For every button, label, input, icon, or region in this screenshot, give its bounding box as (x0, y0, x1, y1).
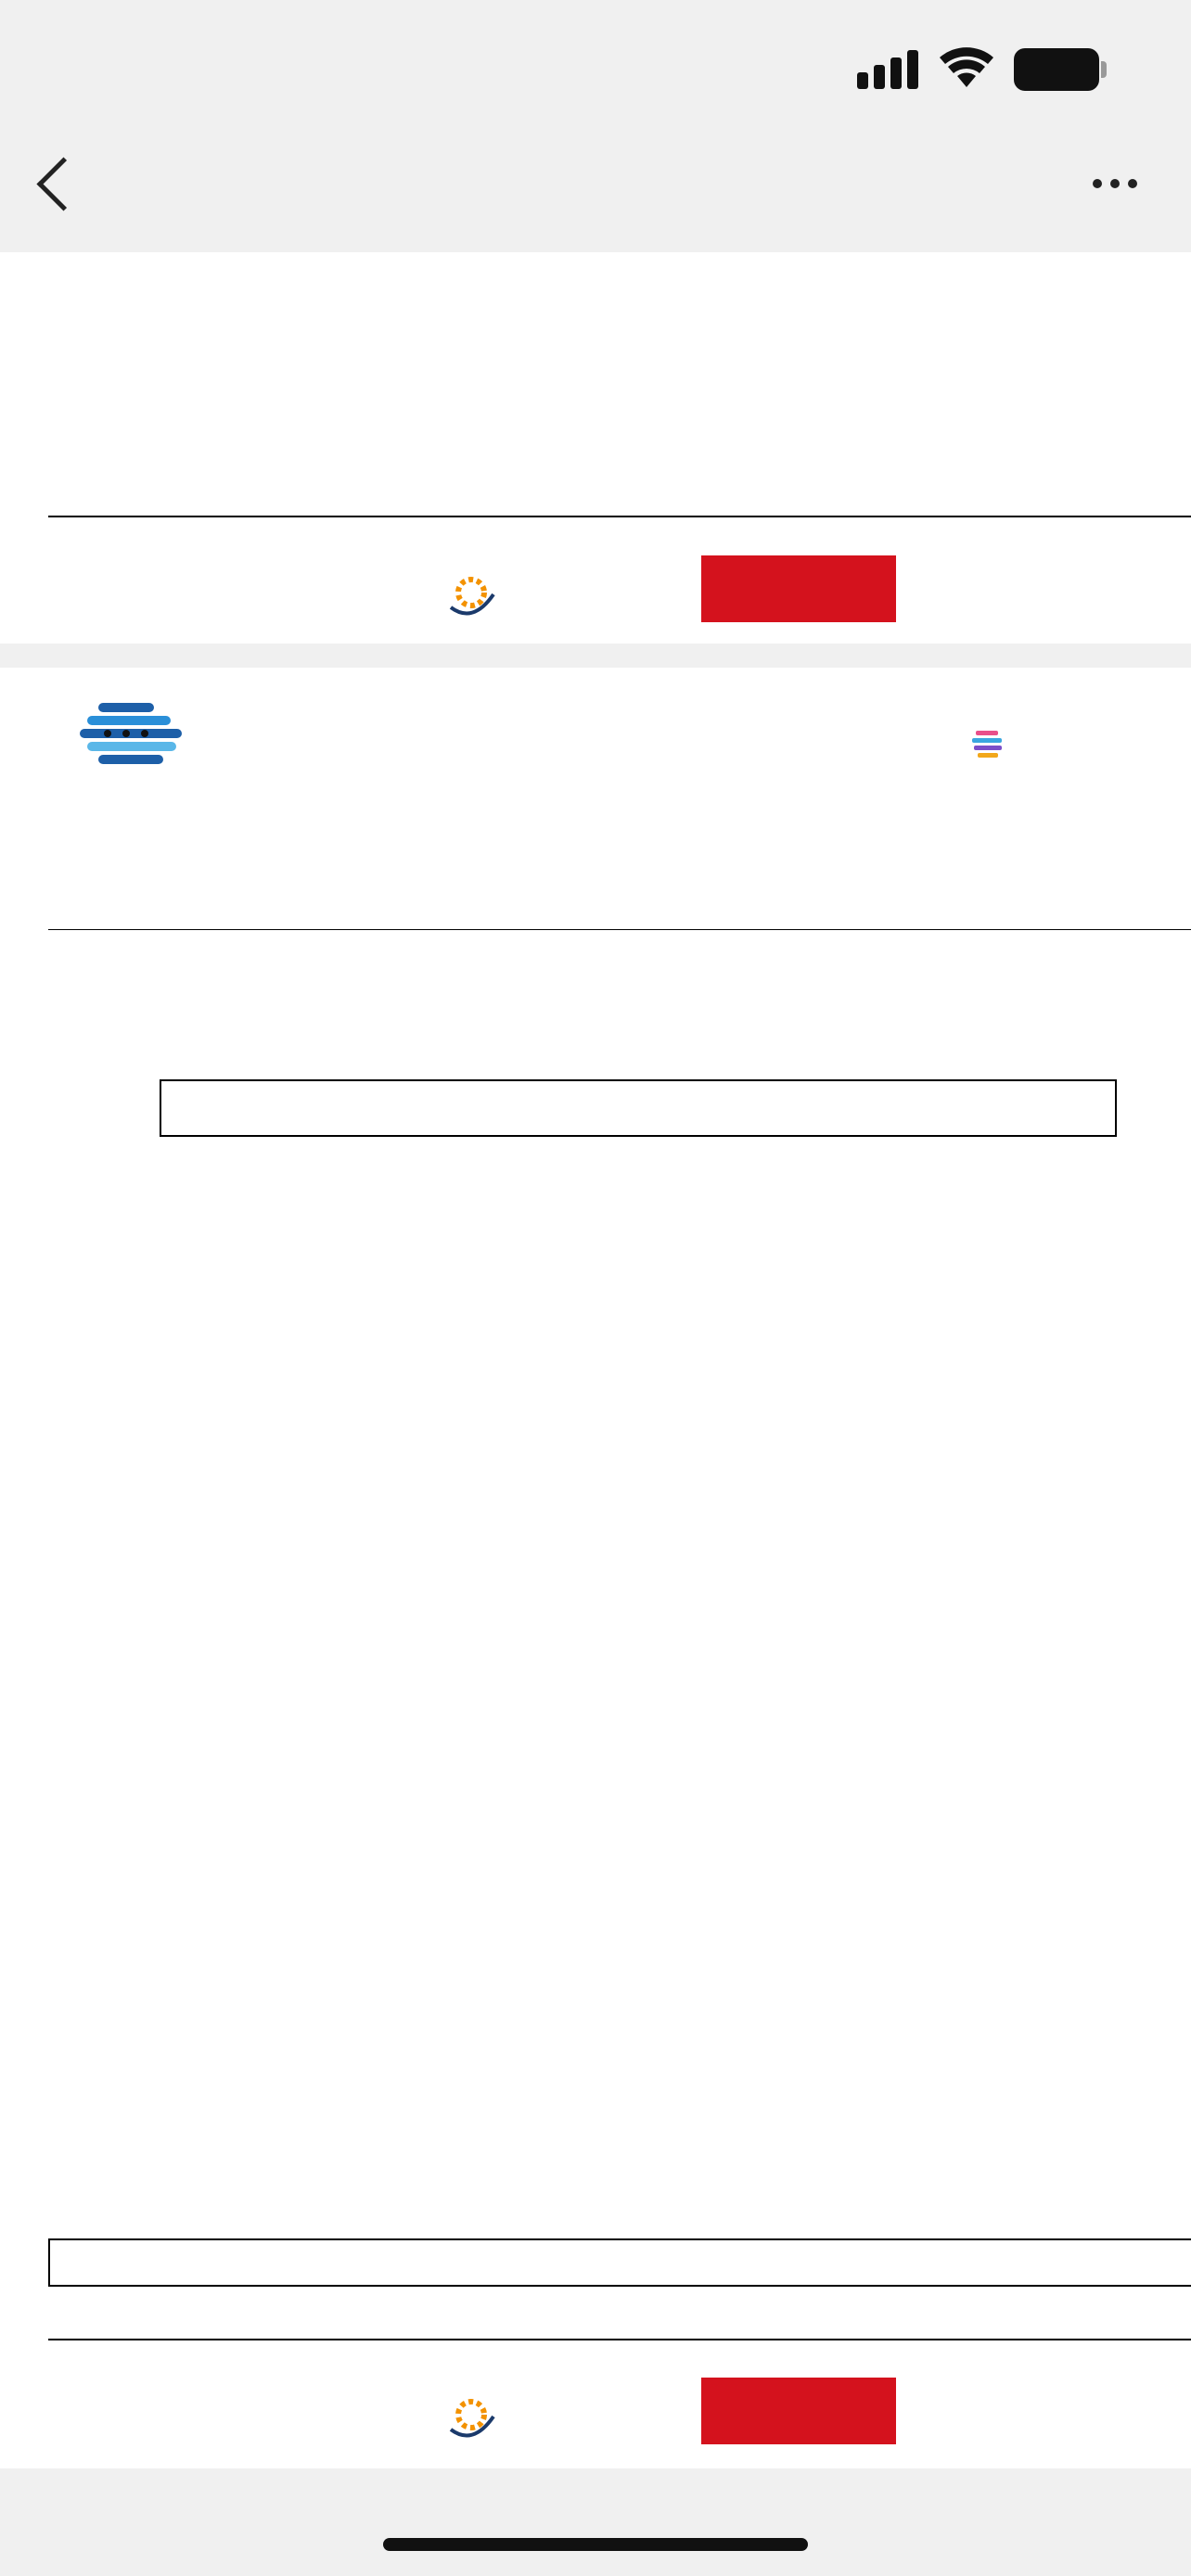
results-page (0, 668, 1191, 2468)
battery-tip (1101, 61, 1107, 78)
wifi-icon (939, 46, 994, 89)
results-header-box (160, 1079, 1117, 1137)
cellular-signal-icon (857, 50, 920, 91)
legend-box (48, 2238, 1191, 2287)
myrtha-sun-icon (445, 567, 497, 618)
sponsor-strip-2 (0, 2376, 1191, 2450)
back-chevron-left-icon[interactable] (37, 158, 91, 211)
previous-page-fragment (0, 252, 1191, 644)
doha-2024-logo-icon (972, 731, 1004, 760)
world-aquatics-logo-icon (80, 703, 184, 777)
myrtha-sun-icon-2 (445, 2389, 497, 2441)
home-indicator[interactable] (383, 2538, 808, 2551)
nongfu-spring-logo (701, 555, 896, 622)
battery-indicator (1014, 48, 1099, 91)
more-ellipsis-icon[interactable] (1093, 176, 1146, 193)
nongfu-spring-logo-2 (701, 2378, 896, 2444)
sponsor-strip (0, 554, 1191, 628)
